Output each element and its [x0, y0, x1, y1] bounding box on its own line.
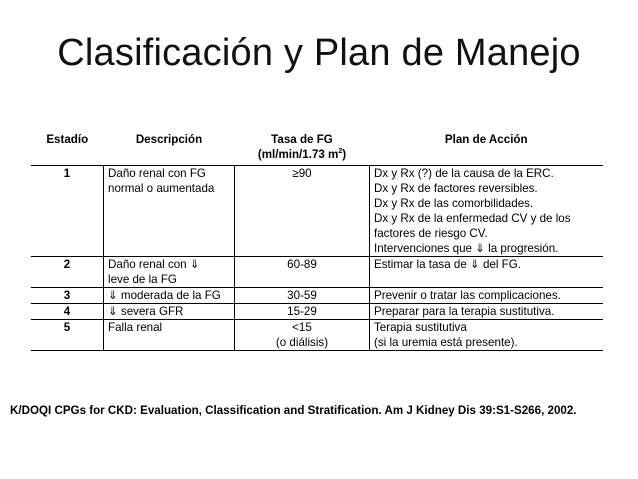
plan-cell — [370, 320, 604, 351]
plan-cell-line: Intervenciones que ⇓ la progresión. — [374, 242, 559, 255]
header-description: Descripción — [104, 129, 235, 166]
plan-cell — [370, 288, 604, 304]
plan-cell — [370, 166, 604, 257]
rate-cell-line: 30-59 — [287, 289, 317, 302]
rate-cell — [235, 304, 370, 320]
stage-cell: 1 — [31, 166, 104, 257]
table-row — [31, 304, 603, 320]
slide-title: Clasificación y Plan de Manejo — [57, 32, 581, 74]
reference-citation: K/DOQI CPGs for CKD: Evaluation, Classification and Stratification. Am J Kidney Dis 39:S1-S266, 2002. — [10, 404, 577, 417]
plan-cell-line: Dx y Rx de factores reversibles. — [374, 182, 538, 195]
rate-cell — [235, 257, 370, 288]
description-cell — [104, 257, 235, 288]
rate-cell — [235, 288, 370, 304]
plan-cell-line: Estimar la tasa de ⇓ del FG. — [374, 258, 521, 271]
table-row — [31, 320, 603, 351]
rate-cell-line: 15-29 — [287, 305, 317, 318]
stage-cell: 5 — [31, 320, 104, 351]
stage-cell: 3 — [31, 288, 104, 304]
rate-cell-line: (o diálisis) — [275, 336, 329, 349]
description-cell — [104, 320, 235, 351]
plan-cell-line: factores de riesgo CV. — [374, 227, 488, 240]
rate-cell-line: 60-89 — [287, 258, 317, 271]
header-plan: Plan de Acción — [370, 129, 604, 166]
plan-cell-line: Preparar para la terapia sustitutiva. — [374, 305, 555, 318]
header-rate — [235, 129, 370, 166]
ckd-classification-table — [31, 129, 603, 351]
plan-cell — [370, 304, 604, 320]
table-row — [31, 257, 603, 288]
table-row — [31, 288, 603, 304]
plan-cell-line: Dx y Rx de las comorbilidades. — [374, 197, 534, 210]
description-cell-line: normal o aumentada — [108, 182, 215, 195]
description-cell-line: leve de la FG — [108, 273, 177, 286]
rate-cell — [235, 166, 370, 257]
table-row — [31, 166, 603, 257]
description-cell-line: ⇓ severa GFR — [108, 305, 184, 318]
description-cell — [104, 166, 235, 257]
description-cell-line: ⇓ moderada de la FG — [108, 289, 221, 302]
plan-cell-line: (si la uremia está presente). — [374, 336, 518, 349]
stage-cell: 2 — [31, 257, 104, 288]
header-rate-line1: Tasa de FG — [271, 133, 333, 146]
description-cell — [104, 304, 235, 320]
plan-cell-line: Dx y Rx (?) de la causa de la ERC. — [374, 167, 554, 180]
plan-cell-line: Dx y Rx de la enfermedad CV y de los — [374, 212, 571, 225]
description-cell — [104, 288, 235, 304]
description-cell-line: Daño renal con FG — [108, 167, 206, 180]
plan-cell-line: Prevenir o tratar las complicaciones. — [374, 289, 561, 302]
rate-cell-line: <15 — [292, 321, 312, 334]
header-rate-line2: (ml/min/1.73 $m^2$) — [257, 148, 347, 161]
rate-cell — [235, 320, 370, 351]
stage-cell: 4 — [31, 304, 104, 320]
description-cell-line: Daño renal con ⇓ — [108, 258, 200, 271]
header-stage: Estadío — [31, 129, 104, 166]
plan-cell — [370, 257, 604, 288]
rate-cell-line: ≥90 — [292, 167, 312, 180]
table-header-row — [31, 129, 603, 166]
description-cell-line: Falla renal — [108, 321, 163, 334]
plan-cell-line: Terapia sustitutiva — [374, 321, 467, 334]
